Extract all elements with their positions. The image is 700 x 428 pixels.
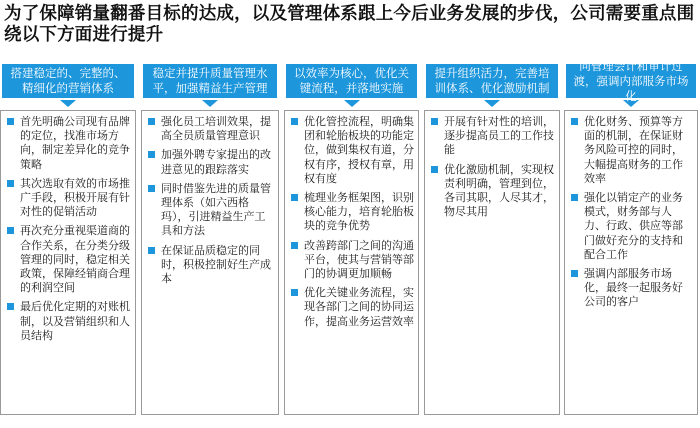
list-item: 优化激励机制，实现权责利明确，管理到位，各司其职，人尽其才，物尽其用 (429, 163, 555, 220)
column-header: 稳定并提升质量管理水平，加强精益生产管理 (141, 62, 279, 100)
square-bullet-icon (431, 166, 438, 173)
list-item: 最后优化定期的对账机制，以及营销组织和人员结构 (5, 300, 131, 343)
column-header: 搭建稳定的、完整的、精细化的营销体系 (0, 62, 136, 100)
square-bullet-icon (571, 194, 578, 201)
down-arrow-icon (484, 100, 500, 107)
square-bullet-icon (7, 303, 14, 310)
square-bullet-icon (148, 118, 155, 125)
down-arrow-icon (344, 100, 360, 107)
list-item: 在保证品质稳定的同时，积极控制好生产成本 (146, 244, 274, 287)
column-header: 提升组织活力，完善培训体系、优化激励机制 (424, 62, 560, 100)
column-body (424, 110, 560, 415)
column-process (284, 62, 419, 415)
column-marketing (0, 62, 136, 415)
column-header: 以效率为核心，优化关键流程，并落地实施 (284, 62, 419, 100)
square-bullet-icon (431, 118, 438, 125)
list-item: 强化员工培训效果，提高全员质量管理意识 (146, 115, 274, 143)
column-body (141, 110, 279, 415)
list-item: 加强外聘专家提出的改进意见的跟踪落实 (146, 148, 274, 176)
square-bullet-icon (291, 194, 298, 201)
down-arrow-icon (60, 100, 76, 107)
column-organization (424, 62, 560, 415)
list-item: 优化管控流程，明确集团和轮胎板块的功能定位，做到集权有道，分权有序，授权有章，用权有度 (289, 115, 414, 186)
list-item: 优化财务、预算等方面的机制，在保证财务风险可控的同时，大幅提高财务的工作效率 (569, 115, 693, 186)
square-bullet-icon (148, 185, 155, 192)
column-finance (564, 58, 698, 415)
square-bullet-icon (148, 247, 155, 254)
square-bullet-icon (7, 180, 14, 187)
down-arrow-icon (202, 100, 218, 107)
list-item: 优化关键业务流程，实现各部门之间的协同运作，提高业务运营效率 (289, 286, 414, 329)
list-item: 改善跨部门之间的沟通平台，使其与营销等部门的协调更加顺畅 (289, 239, 414, 282)
square-bullet-icon (7, 118, 14, 125)
square-bullet-icon (291, 118, 298, 125)
square-bullet-icon (291, 289, 298, 296)
square-bullet-icon (291, 242, 298, 249)
list-item: 其次选取有效的市场推广手段，积极开展有针对性的促销活动 (5, 177, 131, 220)
list-item: 梳理业务框架图，识别核心能力，培育轮胎板块的竞争优势 (289, 191, 414, 234)
list-item: 强化以销定产的业务模式，财务部与人力、行政、供应等部门做好充分的支持和配合工作 (569, 191, 693, 262)
column-header: 向管理会计和审计过渡，强调内部服务市场化 (564, 62, 698, 100)
list-item: 首先明确公司现有品牌的定位，找准市场方向，制定差异化的竞争策略 (5, 115, 131, 172)
square-bullet-icon (7, 227, 14, 234)
page-title: 为了保障销量翻番目标的达成，以及管理体系跟上今后业务发展的步伐，公司需要重点围绕以下方面进行提升 (4, 4, 695, 45)
column-body (564, 110, 698, 415)
column-quality (141, 62, 279, 415)
list-item: 开展有针对性的培训，逐步提高员工的工作技能 (429, 115, 555, 158)
column-body (284, 110, 419, 415)
improvement-columns (0, 58, 700, 428)
square-bullet-icon (148, 151, 155, 158)
list-item: 同时借鉴先进的质量管理体系（如六西格玛），引进精益生产工具和方法 (146, 182, 274, 239)
list-item: 强调内部服务市场化，最终一起服务好公司的客户 (569, 267, 693, 310)
column-body (0, 110, 136, 415)
list-item: 再次充分重视渠道商的合作关系，在分类分级管理的同时，稳定相关政策，保障经销商合理的利润空间 (5, 224, 131, 295)
square-bullet-icon (571, 118, 578, 125)
square-bullet-icon (571, 270, 578, 277)
